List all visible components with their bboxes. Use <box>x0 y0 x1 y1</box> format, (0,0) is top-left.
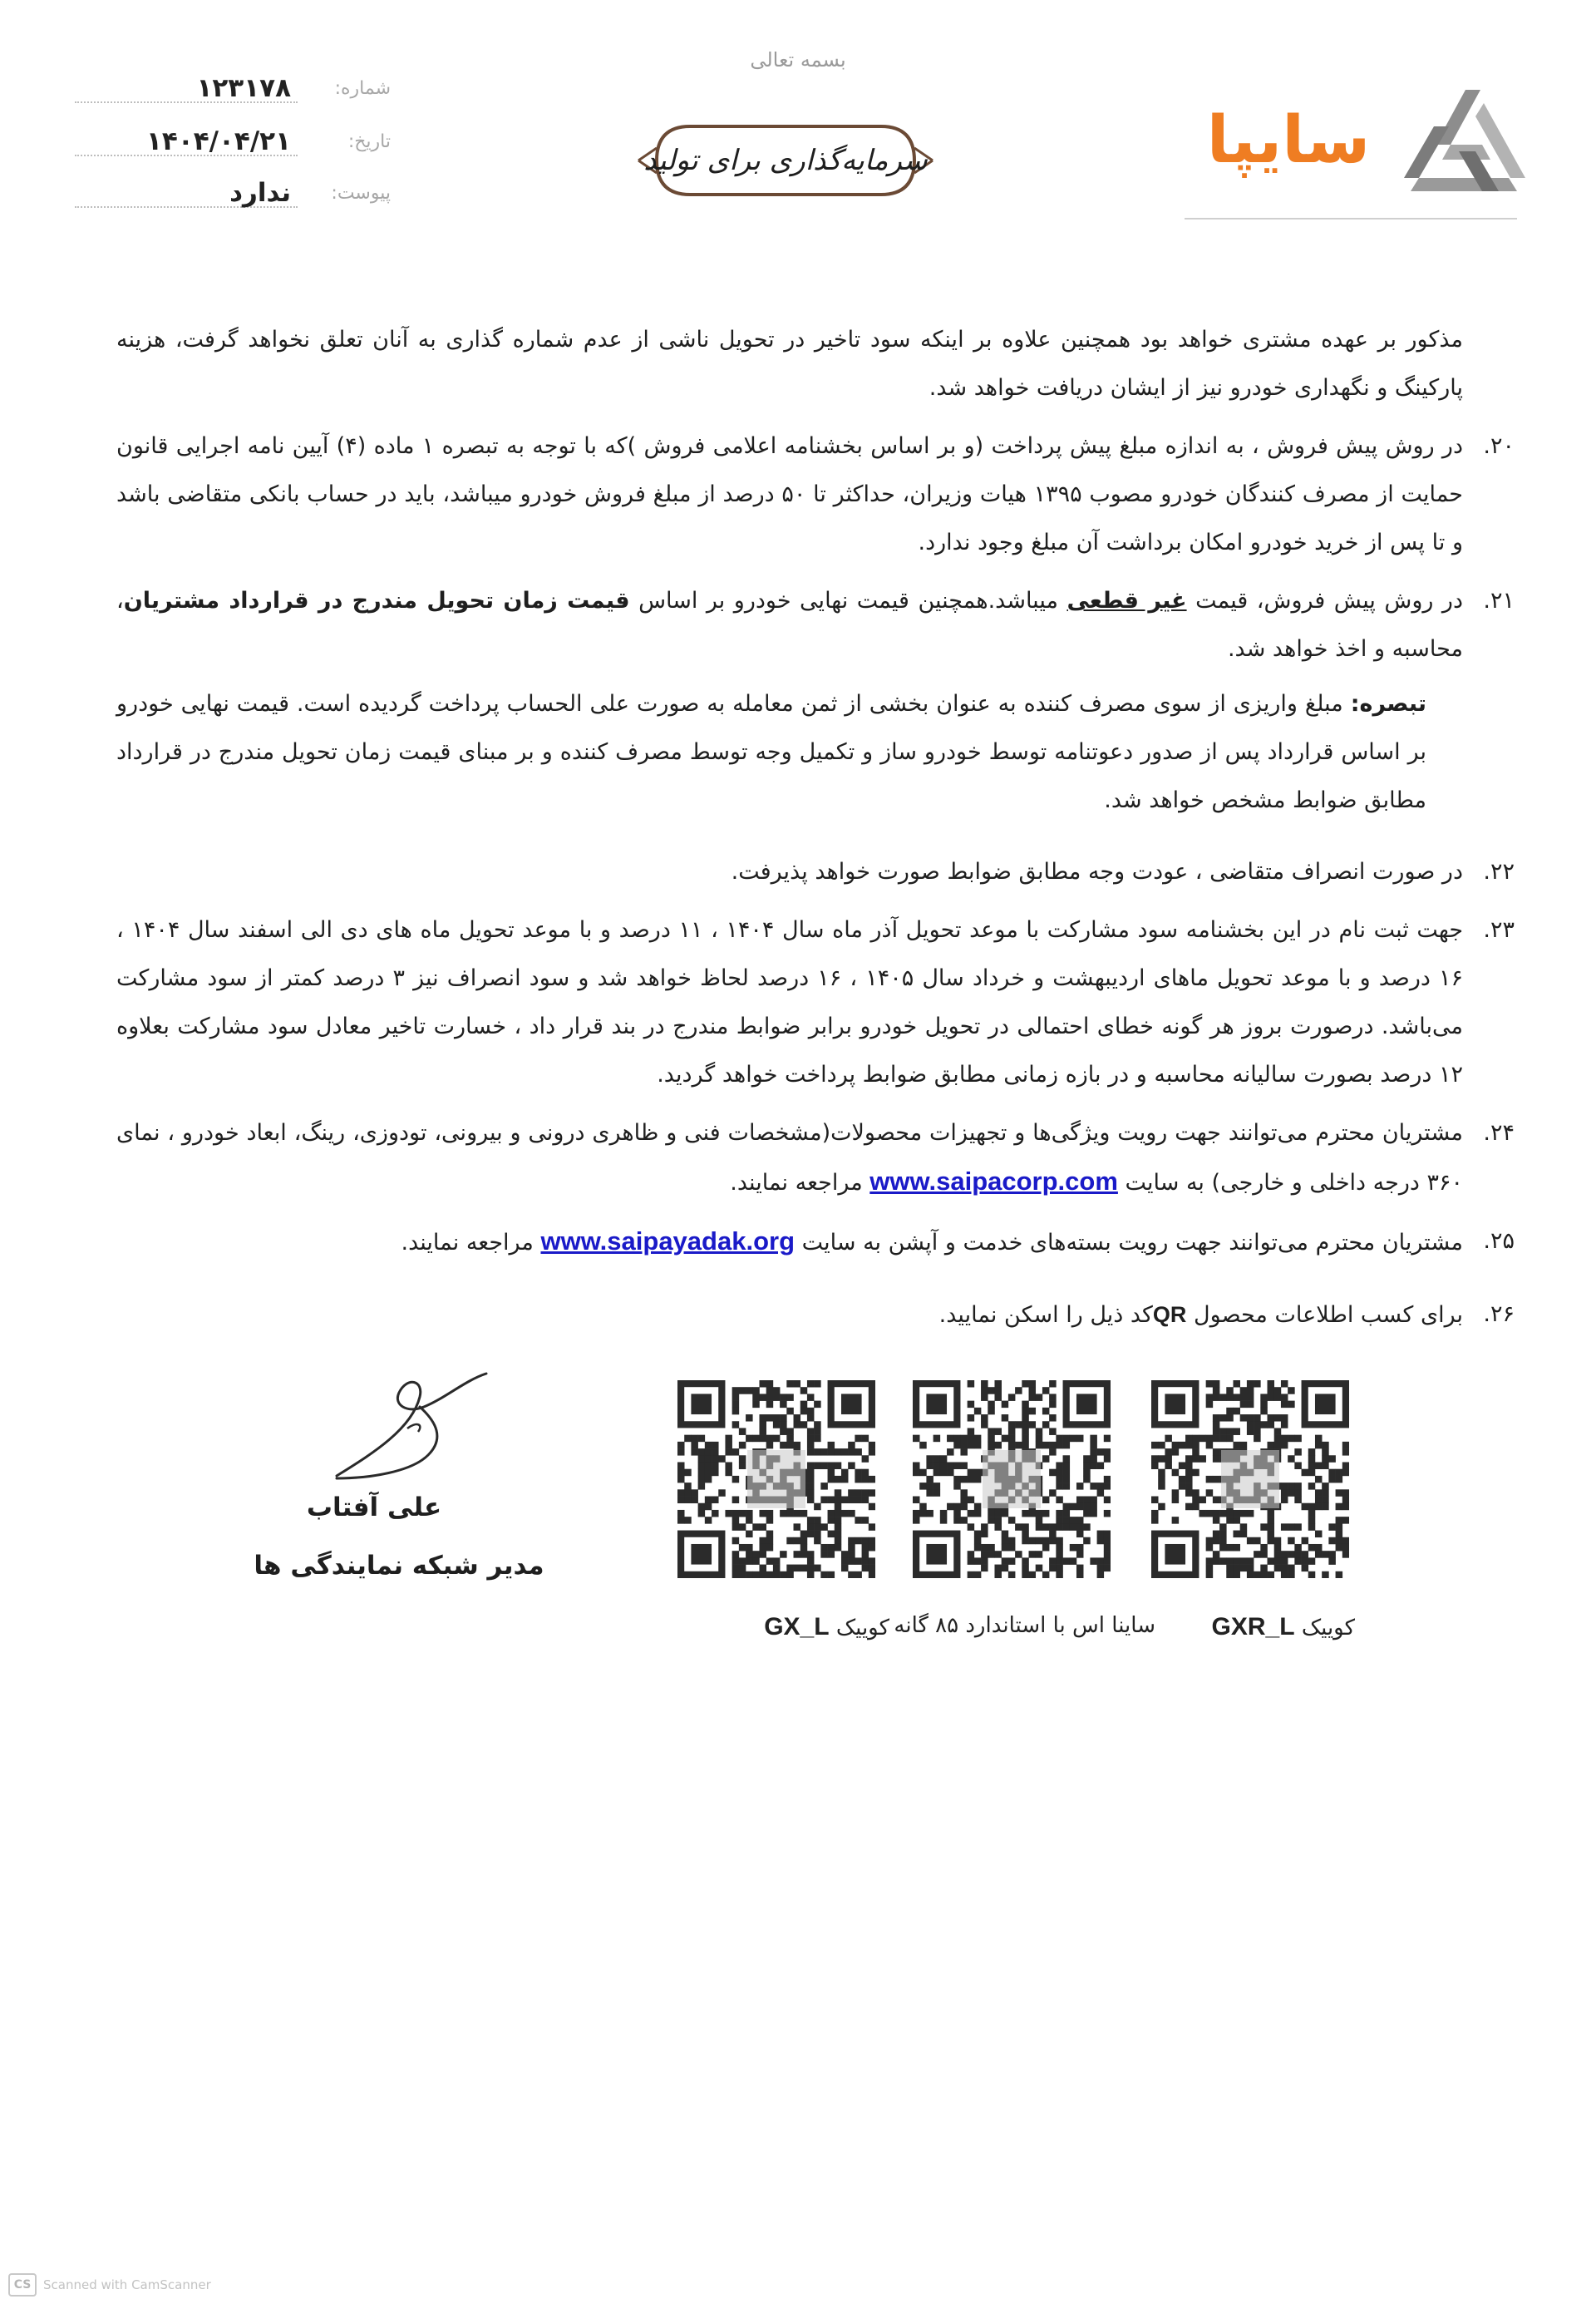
paragraph-continued <box>116 316 1463 412</box>
qr-label-quick-gxr-l <box>1212 1613 1355 1641</box>
clause-20-text: در روش پیش فروش ، به اندازه مبلغ پیش پرداخت (و بر اساس بخشنامه اعلامی فروش )که با توجه به تبصره ۱ ماده (۴) آیین نامه اجرایی قانون حمایت از مصرف کنندگان خودرو مصوب ۱۳۹۵ هیات وزیران، حداکثر تا ۵۰ درصد از مبلغ فروش خودرو میباشد، باید در حساب بانکی متقاضی باشد و تا پس از خرید خودرو امکان برداشت آن مبلغ وجود ندارد. <box>116 433 1463 555</box>
company-logo <box>1180 86 1530 211</box>
clause-22-text: در صورت انصراف متقاضی ، عودت وجه مطابق ضوابط صورت خواهد پذیرفت. <box>731 859 1463 885</box>
number-value: ۱۲۳۱۷۸ <box>196 73 291 103</box>
handwritten-signature <box>320 1364 503 1488</box>
clause-21-text-e: ، محاسبه و اخذ خواهد شد. <box>116 588 1463 662</box>
letter-body <box>116 316 1515 1339</box>
signer-title: مدیر شبکه نمایندگی ها <box>254 1551 544 1581</box>
clause-21-text-a: در روش پیش فروش، قیمت <box>1195 588 1463 614</box>
letter-number-field <box>75 73 391 110</box>
clause-25-text-b: مراجعه نمایند. <box>401 1230 534 1256</box>
clause-21-number: ۲۱. <box>1483 588 1515 614</box>
clause-26-number: ۲۶. <box>1483 1301 1515 1327</box>
qr-code-quick-gxr-l[interactable] <box>1151 1380 1349 1578</box>
slogan-seal <box>632 115 939 206</box>
qr-label-2-text: ساینا اس با استاندارد ۸۵ گانه <box>894 1613 1155 1638</box>
clause-25-number: ۲۵. <box>1483 1228 1515 1254</box>
clause-23-number: ۲۳. <box>1483 917 1515 943</box>
attachment-value: ندارد <box>229 178 291 208</box>
qr-label-3-trim: GX_L <box>764 1613 830 1640</box>
qr-label-1-model: کوییک <box>1301 1616 1355 1640</box>
invocation: بسمه تعالی <box>750 48 846 72</box>
header-rule <box>1185 218 1517 220</box>
clause-25 <box>116 1217 1515 1267</box>
letter-attachment-field <box>75 178 391 215</box>
saipayadak-link[interactable]: www.saipayadak.org <box>540 1226 796 1256</box>
clause-26-text-b: کد ذیل را اسکن نمایید. <box>938 1302 1153 1328</box>
clause-22-number: ۲۲. <box>1483 859 1515 885</box>
saipa-emblem-icon <box>1401 86 1530 195</box>
clause-25-text-a: مشتریان محترم می‌توانند جهت رویت بسته‌های خدمت و آپشن به سایت <box>801 1230 1463 1256</box>
signer-name: علی آفتاب <box>306 1492 442 1522</box>
clause-21-delivery-price: قیمت زمان تحویل مندرج در قرارداد مشتریان <box>123 588 630 614</box>
clause-21-note <box>116 680 1426 825</box>
clause-26-qr: QR <box>1152 1302 1187 1327</box>
qr-label-3-model: کوییک <box>835 1616 889 1640</box>
clause-20-number: ۲۰. <box>1483 433 1515 459</box>
slogan-text: سرمایه‌گذاری برای تولید <box>643 144 928 177</box>
date-label: تاریخ: <box>347 131 391 152</box>
clause-20 <box>116 422 1515 567</box>
clause-26-text-a: برای کسب اطلاعات محصول <box>1194 1302 1463 1328</box>
camscanner-logo-icon: CS <box>8 2273 37 2297</box>
clause-22 <box>116 848 1515 896</box>
qr-label-saina-s <box>894 1613 1155 1638</box>
clause-21 <box>116 577 1515 673</box>
clause-24 <box>116 1109 1515 1207</box>
clause-21-uncertain-price: غیر قطعی <box>1066 588 1187 614</box>
number-label: شماره: <box>334 78 391 99</box>
clause-24-number: ۲۴. <box>1483 1120 1515 1146</box>
scanner-watermark <box>8 2274 211 2296</box>
clause-23-text: جهت ثبت نام در این بخشنامه سود مشارکت با موعد تحویل آذر ماه سال ۱۴۰۴ ، ۱۱ درصد و با موعد تحویل ماه های دی الی اسفند سال ۱۴۰۴ ، ۱۶ درصد و با موعد تحویل ماهای اردیبهشت و خرداد سال ۱۴۰۵ ، ۱۶ درصد لحاظ خواهد شد و سود انصراف نیز ۳ درصد کمتر از سود مشارکت می‌باشد. درصورت بروز هر گونه خطای احتمالی در تحویل خودرو برابر ضوابط مندرج در بند قرار داد ، خسارت تاخیر معادل سود مشارکت بعلاوه ۱۲ درصد بصورت سالیانه محاسبه و در بازه زمانی مطابق ضوابط پرداخت خواهد گردید. <box>116 917 1464 1088</box>
qr-label-1-trim: GXR_L <box>1211 1613 1295 1640</box>
clause-23 <box>116 906 1515 1099</box>
attachment-label: پیوست: <box>331 183 391 204</box>
clause-24-text-a: مشتریان محترم می‌توانند جهت رویت ویژگی‌ها و تجهیزات محصولات(مشخصات فنی و ظاهری درونی و بیرونی، تودوزی، رینگ، ابعاد خودرو ، نمای ۳۶۰ درجه داخلی و خارجی) به سایت <box>116 1120 1463 1196</box>
scanner-text: Scanned with CamScanner <box>43 2277 211 2292</box>
qr-code-saina-s[interactable] <box>913 1380 1111 1578</box>
company-name: سایپا <box>1206 103 1371 178</box>
note-label: تبصره: <box>1350 691 1426 717</box>
qr-labels <box>690 1613 1355 1646</box>
clause-26 <box>116 1290 1515 1339</box>
clause-21-text-c: میباشد.همچنین قیمت نهایی خودرو بر اساس <box>638 588 1058 614</box>
paragraph-continued-text: مذکور بر عهده مشتری خواهد بود همچنین علاوه بر اینکه سود تاخیر در تحویل ناشی از عدم شماره گذاری به آنان تعلق نخواهد گرفت، هزینه پارکینگ و نگهداری خودرو نیز از ایشان دریافت خواهد شد. <box>116 327 1463 401</box>
qr-code-quick-gx-l[interactable] <box>677 1380 875 1578</box>
note-text: مبلغ واریزی از سوی مصرف کننده به عنوان بخشی از ثمن معامله به صورت علی الحساب پرداخت گردیده است. قیمت نهایی خودرو بر اساس قرارداد پس از صدور دعوتنامه توسط خودرو ساز و تکمیل وجه توسط مصرف کننده و بر مبنای قیمت زمان تحویل مندرج در قرارداد مطابق ضوابط مشخص خواهد شد. <box>116 691 1426 813</box>
date-value: ۱۴۰۴/۰۴/۲۱ <box>145 126 291 156</box>
qr-label-quick-gx-l <box>764 1613 889 1641</box>
saipacorp-link[interactable]: www.saipacorp.com <box>869 1167 1118 1196</box>
letter-date-field <box>75 126 391 163</box>
clause-24-text-b: مراجعه نمایند. <box>730 1170 863 1196</box>
